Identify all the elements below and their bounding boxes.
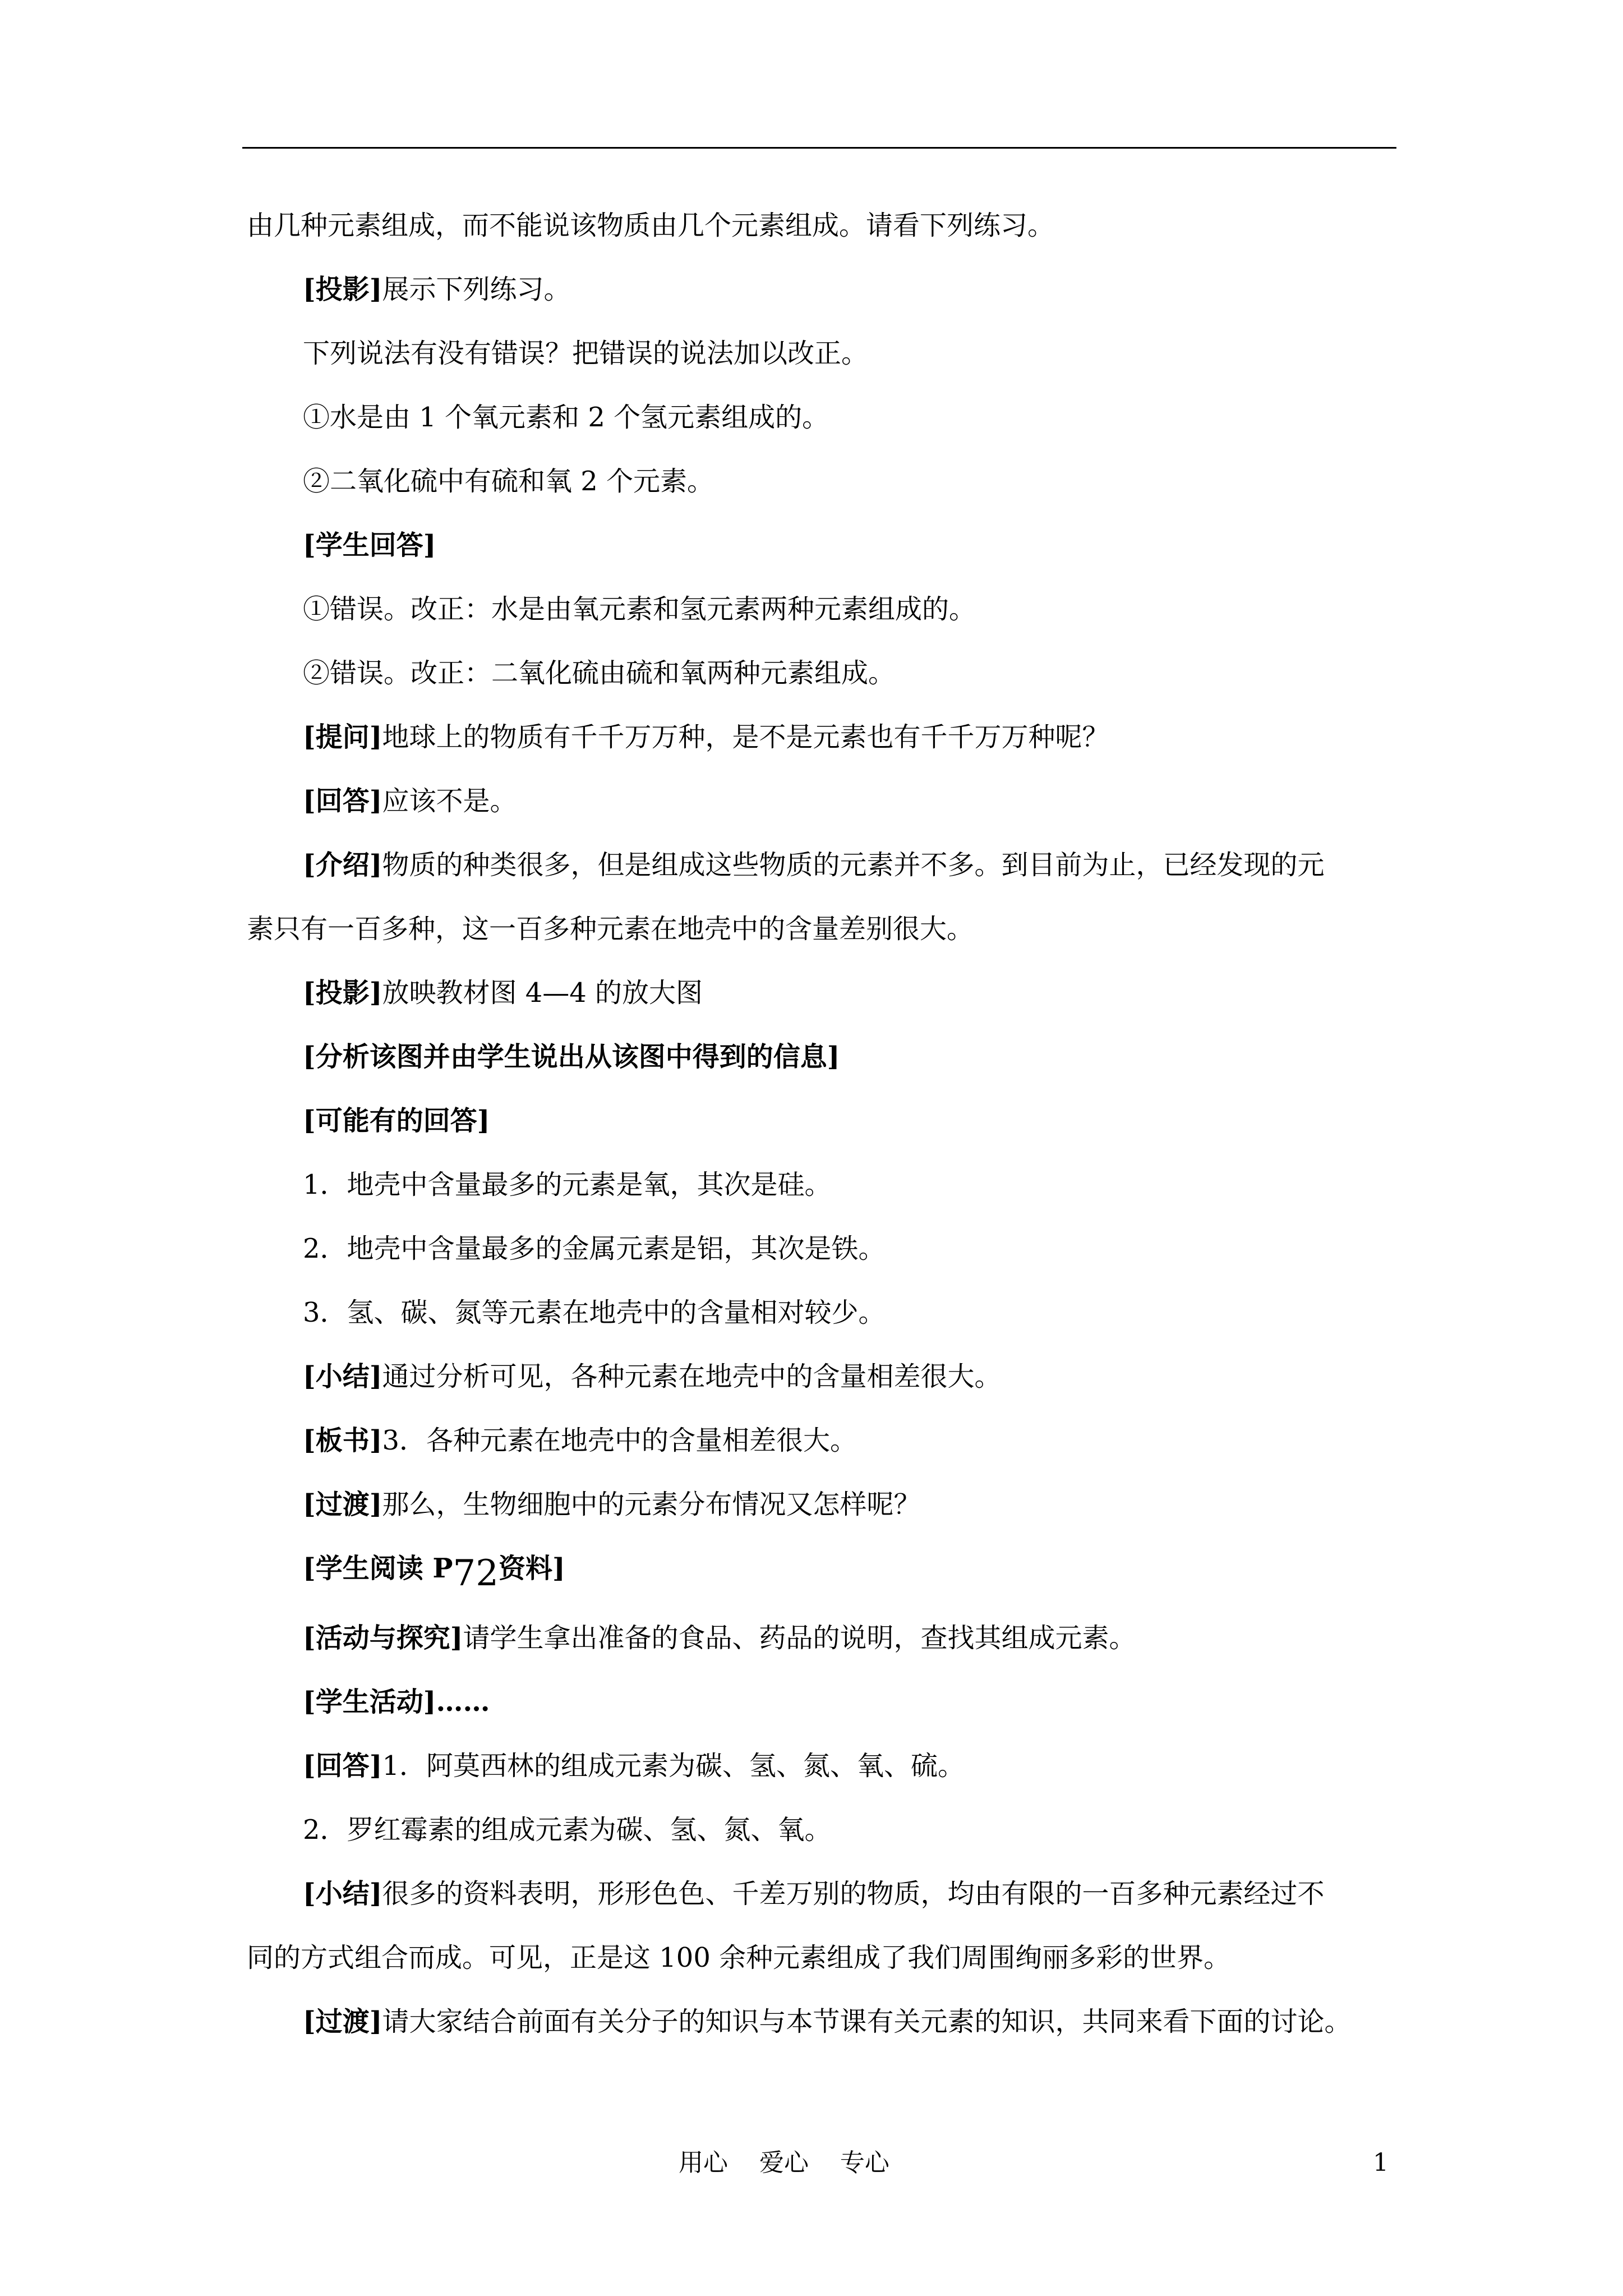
section-tag: [提问] — [303, 721, 382, 753]
text-line — [303, 1423, 857, 1458]
text-line — [303, 1359, 1001, 1395]
line-text: 物质的种类很多，但是组成这些物质的元素并不多。到目前为止，已经发现的元 — [382, 849, 1325, 881]
line-text: 通过分析可见，各种元素在地壳中的含量相差很大。 — [382, 1361, 1002, 1392]
footer-motto: 用心 爱心 专心 — [679, 2148, 889, 2177]
section-tag: [学生回答] — [303, 530, 436, 561]
text-line — [303, 527, 436, 563]
text-line — [303, 847, 1324, 883]
line-text: 由几种元素组成，而不能说该物质由几个元素组成。请看下列练习。 — [247, 210, 1055, 241]
text-line — [303, 1620, 1136, 1656]
text-line — [303, 399, 829, 435]
text-line — [303, 272, 570, 307]
text-line — [303, 719, 1109, 755]
line-text: 1．地壳中含量最多的元素是氧，其次是硅。 — [303, 1169, 832, 1200]
section-tag: [回答] — [303, 785, 382, 817]
section-tag: [回答] — [303, 1750, 382, 1782]
text-line — [303, 1103, 490, 1139]
line-text: ②错误。改正：二氧化硫由硫和氧两种元素组成。 — [303, 657, 896, 689]
text-line — [303, 1295, 886, 1331]
line-text: 素只有一百多种，这一百多种元素在地壳中的含量差别很大。 — [247, 913, 974, 945]
section-tag: [板书] — [303, 1425, 382, 1456]
header-rule — [242, 147, 1396, 149]
section-tag: [小结] — [303, 1361, 382, 1392]
section-tag: [投影] — [303, 274, 382, 305]
text-line — [303, 1684, 490, 1720]
text-line — [303, 1550, 565, 1594]
text-line — [247, 911, 974, 947]
line-text: 放映教材图 4—4 的放大图 — [382, 977, 703, 1009]
text-line — [303, 1039, 840, 1075]
section-tag: [过渡] — [303, 2006, 382, 2037]
section-tag: [介绍] — [303, 849, 382, 881]
line-text: ②二氧化硫中有硫和氧 2 个元素。 — [303, 466, 714, 497]
line-text: 请大家结合前面有关分子的知识与本节课有关元素的知识，共同来看下面的讨论。 — [382, 2006, 1352, 2037]
line-text: 应该不是。 — [382, 785, 517, 817]
text-line — [247, 1940, 1230, 1976]
line-text: 那么，生物细胞中的元素分布情况又怎样呢？ — [382, 1489, 921, 1520]
text-line — [303, 1231, 886, 1267]
line-text: 地球上的物质有千千万万种，是不是元素也有千千万万种呢？ — [382, 721, 1109, 753]
section-tag: [可能有的回答] — [303, 1105, 490, 1137]
page-subscript: 72 — [453, 1553, 499, 1594]
line-text: 同的方式组合而成。可见，正是这 100 余种元素组成了我们周围绚丽多彩的世界。 — [247, 1942, 1231, 1973]
text-line — [303, 783, 517, 819]
section-tag: [过渡] — [303, 1489, 382, 1520]
page-number: 1 — [1373, 2148, 1389, 2177]
text-line — [303, 1487, 920, 1522]
line-text: 展示下列练习。 — [382, 274, 571, 305]
text-line — [303, 2004, 1351, 2040]
text-line — [303, 591, 976, 627]
section-tag: [活动与探究] — [303, 1622, 463, 1654]
line-text: 2．罗红霉素的组成元素为碳、氢、氮、氧。 — [303, 1814, 832, 1846]
line-text: 1．阿莫西林的组成元素为碳、氢、氮、氧、硫。 — [382, 1750, 965, 1782]
line-text: 请学生拿出准备的食品、药品的说明，查找其组成元素。 — [463, 1622, 1136, 1654]
section-tag: [投影] — [303, 977, 382, 1009]
section-tag: [学生阅读 P — [303, 1553, 453, 1584]
line-text: ①错误。改正：水是由氧元素和氢元素两种元素组成的。 — [303, 593, 976, 625]
line-text: 2．地壳中含量最多的金属元素是铝，其次是铁。 — [303, 1233, 886, 1264]
line-text: 下列说法有没有错误？把错误的说法加以改正。 — [303, 338, 869, 369]
text-line — [303, 1876, 1324, 1912]
line-text: …… — [436, 1686, 490, 1718]
section-tag: [学生活动] — [303, 1686, 436, 1718]
line-text: 3．各种元素在地壳中的含量相差很大。 — [382, 1425, 857, 1456]
text-line — [303, 463, 714, 499]
line-text: 3．氢、碳、氮等元素在地壳中的含量相对较少。 — [303, 1297, 886, 1328]
section-tag: [小结] — [303, 1878, 382, 1910]
text-line — [303, 335, 868, 371]
text-line — [303, 1167, 832, 1203]
section-tag: [分析该图并由学生说出从该图中得到的信息] — [303, 1041, 840, 1073]
text-line — [303, 1748, 965, 1784]
text-line — [247, 208, 1054, 243]
text-line — [303, 655, 895, 691]
section-tag-end: 资料] — [498, 1553, 565, 1584]
text-line — [303, 1812, 832, 1848]
line-text: 很多的资料表明，形形色色、千差万别的物质，均由有限的一百多种元素经过不 — [382, 1878, 1325, 1910]
line-text: ①水是由 1 个氧元素和 2 个氢元素组成的。 — [303, 402, 829, 433]
text-line — [303, 975, 703, 1011]
